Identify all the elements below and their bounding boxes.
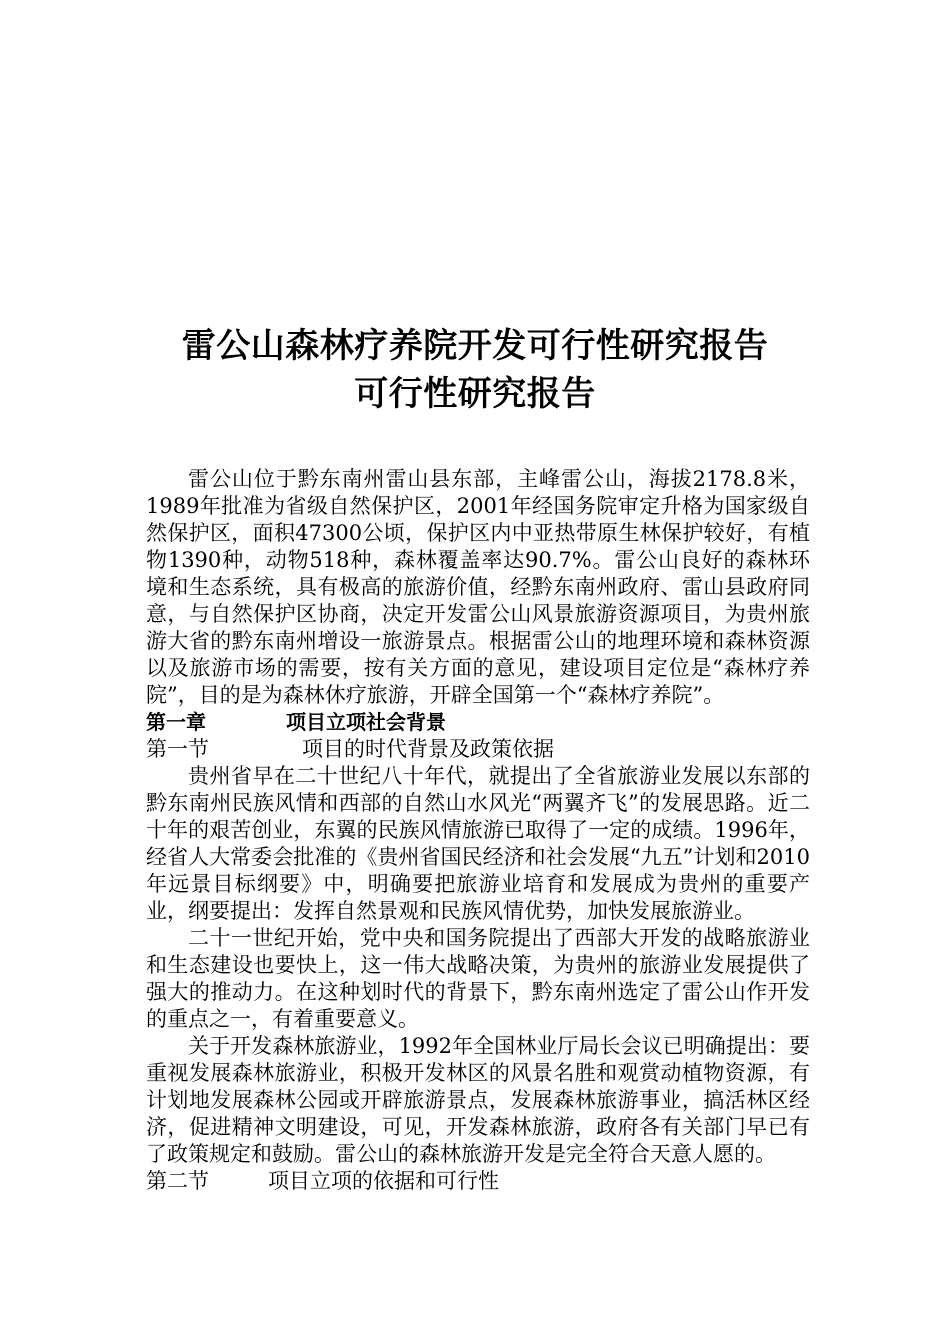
section-number: 第一节 bbox=[146, 737, 209, 761]
chapter-heading bbox=[146, 709, 810, 736]
section-heading bbox=[146, 736, 810, 763]
chapter-title: 项目立项社会背景 bbox=[286, 710, 446, 734]
title-block bbox=[0, 322, 950, 418]
body-paragraph: 关于开发森林旅游业，1992年全国林业厅局长会议已明确提出：要重视发展森林旅游业，积极开发林区的风景名胜和观赏动植物资源，有计划地发展森林公园或开辟旅游景点，发展森林旅游事业，搞活林区经济，促进精神文明建设，可见，开发森林旅游，政府各有关部门早已有了政策规定和鼓励。雷公山的森林旅游开发是完全符合天意人愿的。 bbox=[146, 1034, 810, 1166]
intro-paragraph: 雷公山位于黔东南州雷山县东部，主峰雷公山，海拔2178.8米，1989年批准为省级自然保护区，2001年经国务院审定升格为国家级自然保护区，面积47300公顷，保护区内中亚热带原生林保护较好，有植物1390种，动物518种，森林覆盖率达90.7%。雷公山良好的森林环境和生态系统，具有极高的旅游价值，经黔东南州政府、雷山县政府同意，与自然保护区协商，决定开发雷公山风景旅游资源项目，为贵州旅游大省的黔东南州增设一旅游景点。根据雷公山的地理环境和森林资源以及旅游市场的需要，按有关方面的意见，建设项目定位是“森林疗养院”，目的是为森林休疗旅游，开辟全国第一个“森林疗养院”。 bbox=[146, 467, 810, 707]
chapter-number: 第一章 bbox=[146, 710, 206, 734]
section-title: 项目的时代背景及政策依据 bbox=[302, 737, 554, 761]
section-heading bbox=[146, 1168, 810, 1195]
section-number: 第二节 bbox=[146, 1169, 209, 1193]
document-body bbox=[146, 466, 810, 1195]
section-title: 项目立项的依据和可行性 bbox=[268, 1169, 499, 1193]
document-title: 雷公山森林疗养院开发可行性研究报告 bbox=[181, 326, 769, 366]
body-paragraph: 贵州省早在二十世纪八十年代，就提出了全省旅游业发展以东部的黔东南州民族风情和西部的自然山水风光“两翼齐飞”的发展思路。近二十年的艰苦创业，东翼的民族风情旅游已取得了一定的成绩。1996年，经省人大常委会批准的《贵州省国民经济和社会发展“九五”计划和2010年远景目标纲要》中，明确要把旅游业培育和发展成为贵州的重要产业，纲要提出：发挥自然景观和民族风情优势，加快发展旅游业。 bbox=[146, 764, 810, 923]
body-paragraph: 二十一世纪开始，党中央和国务院提出了西部大开发的战略旅游业和生态建设也要快上，这一伟大战略决策，为贵州的旅游业发展提供了强大的推动力。在这种划时代的背景下，黔东南州选定了雷公山作开发的重点之一，有着重要意义。 bbox=[146, 926, 810, 1031]
document-subtitle: 可行性研究报告 bbox=[354, 374, 596, 414]
